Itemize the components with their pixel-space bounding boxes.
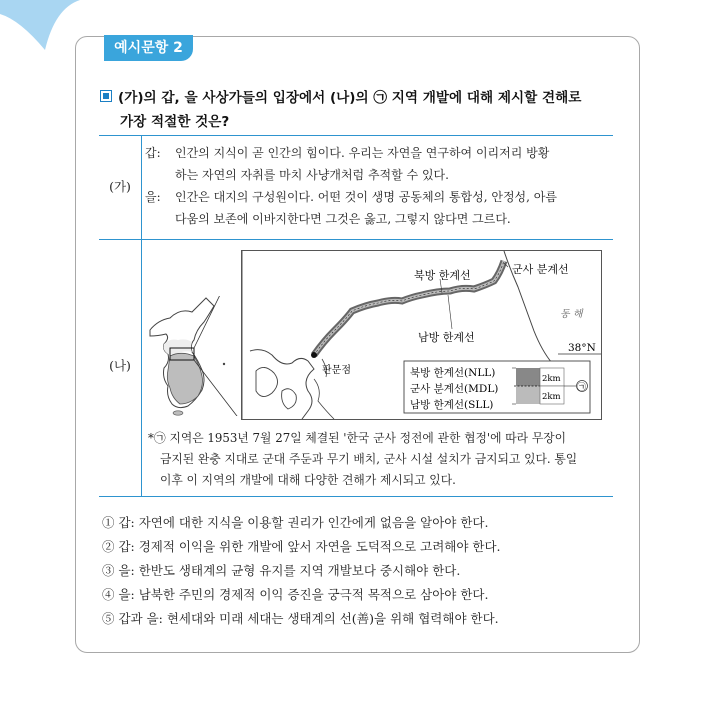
gap-line-2: 하는 자연의 자취를 마치 사냥개처럼 추적할 수 있다.: [175, 168, 449, 182]
eul-line-2: 다움의 보존에 이바지한다면 그것은 옳고, 그렇지 않다면 그르다.: [175, 212, 511, 226]
label-na: (나): [109, 358, 131, 373]
choice-4[interactable]: ④ 을: 남북한 주민의 경제적 이익 증진을 궁극적 목적으로 삼아야 한다.: [102, 587, 489, 602]
gap-statement: [145, 142, 607, 186]
legend-width-2: 2km: [542, 392, 561, 402]
legend-nll: 북방 한계선(NLL): [410, 367, 496, 379]
legend-mark: ㉠: [577, 383, 587, 393]
label-north-line: 북방 한계선: [414, 269, 471, 282]
dmz-map-drawing: [242, 251, 601, 419]
legend-sll: 남방 한계선(SLL): [410, 399, 494, 411]
eul-line-1: 인간은 대지의 구성원이다. 어떤 것이 생명 공동체의 통합성, 안정성, 아름: [175, 190, 557, 204]
choice-2[interactable]: ② 갑: 경제적 이익을 위한 개발에 앞서 자연을 도덕적으로 고려해야 한다.: [102, 539, 501, 554]
eul-statement: [145, 186, 607, 230]
corner-decoration: [0, 0, 80, 50]
gap-line-1: 인간의 지식이 곧 인간의 힘이다. 우리는 자연을 연구하여 이리저리 방황: [175, 146, 550, 160]
question-text: [100, 86, 630, 134]
label-east-sea: 동 해: [560, 309, 583, 320]
legend-mdl: 군사 분계선(MDL): [410, 383, 499, 395]
footnote: [148, 428, 610, 491]
answer-choices: [102, 511, 622, 631]
question-marker-icon: [100, 90, 112, 102]
gap-speaker: 갑:: [145, 146, 161, 160]
panmunjom-dot: [311, 352, 317, 358]
footnote-line-3: 이후 이 지역의 개발에 대해 다양한 견해가 제시되고 있다.: [160, 473, 456, 487]
choice-5[interactable]: ⑤ 갑과 을: 현세대와 미래 세대는 생태계의 선(善)을 위해 협력해야 한다.: [102, 611, 499, 626]
footnote-line-1: *㉠ 지역은 1953년 7월 27일 체결된 '한국 군사 정전에 관한 협정'에 따라 무장이: [148, 431, 567, 445]
label-military-line: 군사 분계선: [512, 263, 569, 276]
label-ga: (가): [109, 179, 131, 194]
passage-ga: [145, 142, 607, 230]
example-badge: 예시문항 2: [104, 35, 193, 61]
eul-speaker: 을:: [145, 190, 161, 204]
choice-3[interactable]: ③ 을: 한반도 생태계의 균형 유지를 지역 개발보다 중시해야 한다.: [102, 563, 461, 578]
question-line-1: (가)의 갑, 을 사상가들의 입장에서 (나)의 ㉠ 지역 개발에 대해 제시할 견해로: [118, 90, 582, 106]
legend-width-1: 2km: [542, 374, 561, 384]
label-38n: 38°N: [568, 342, 596, 354]
label-south-line: 남방 한계선: [418, 331, 475, 344]
label-panmunjom: 판문점: [322, 365, 351, 376]
dmz-map: [241, 250, 602, 420]
peninsula-inset-map: [148, 296, 240, 416]
question-line-2: 가장 적절한 것은?: [120, 114, 230, 130]
choice-1[interactable]: ① 갑: 자연에 대한 지식을 이용할 권리가 인간에게 없음을 알아야 한다.: [102, 515, 489, 530]
footnote-line-2: 금지된 완충 지대로 군대 주둔과 무기 배치, 군사 시설 설치가 금지되고 있다. 통일: [160, 452, 578, 466]
